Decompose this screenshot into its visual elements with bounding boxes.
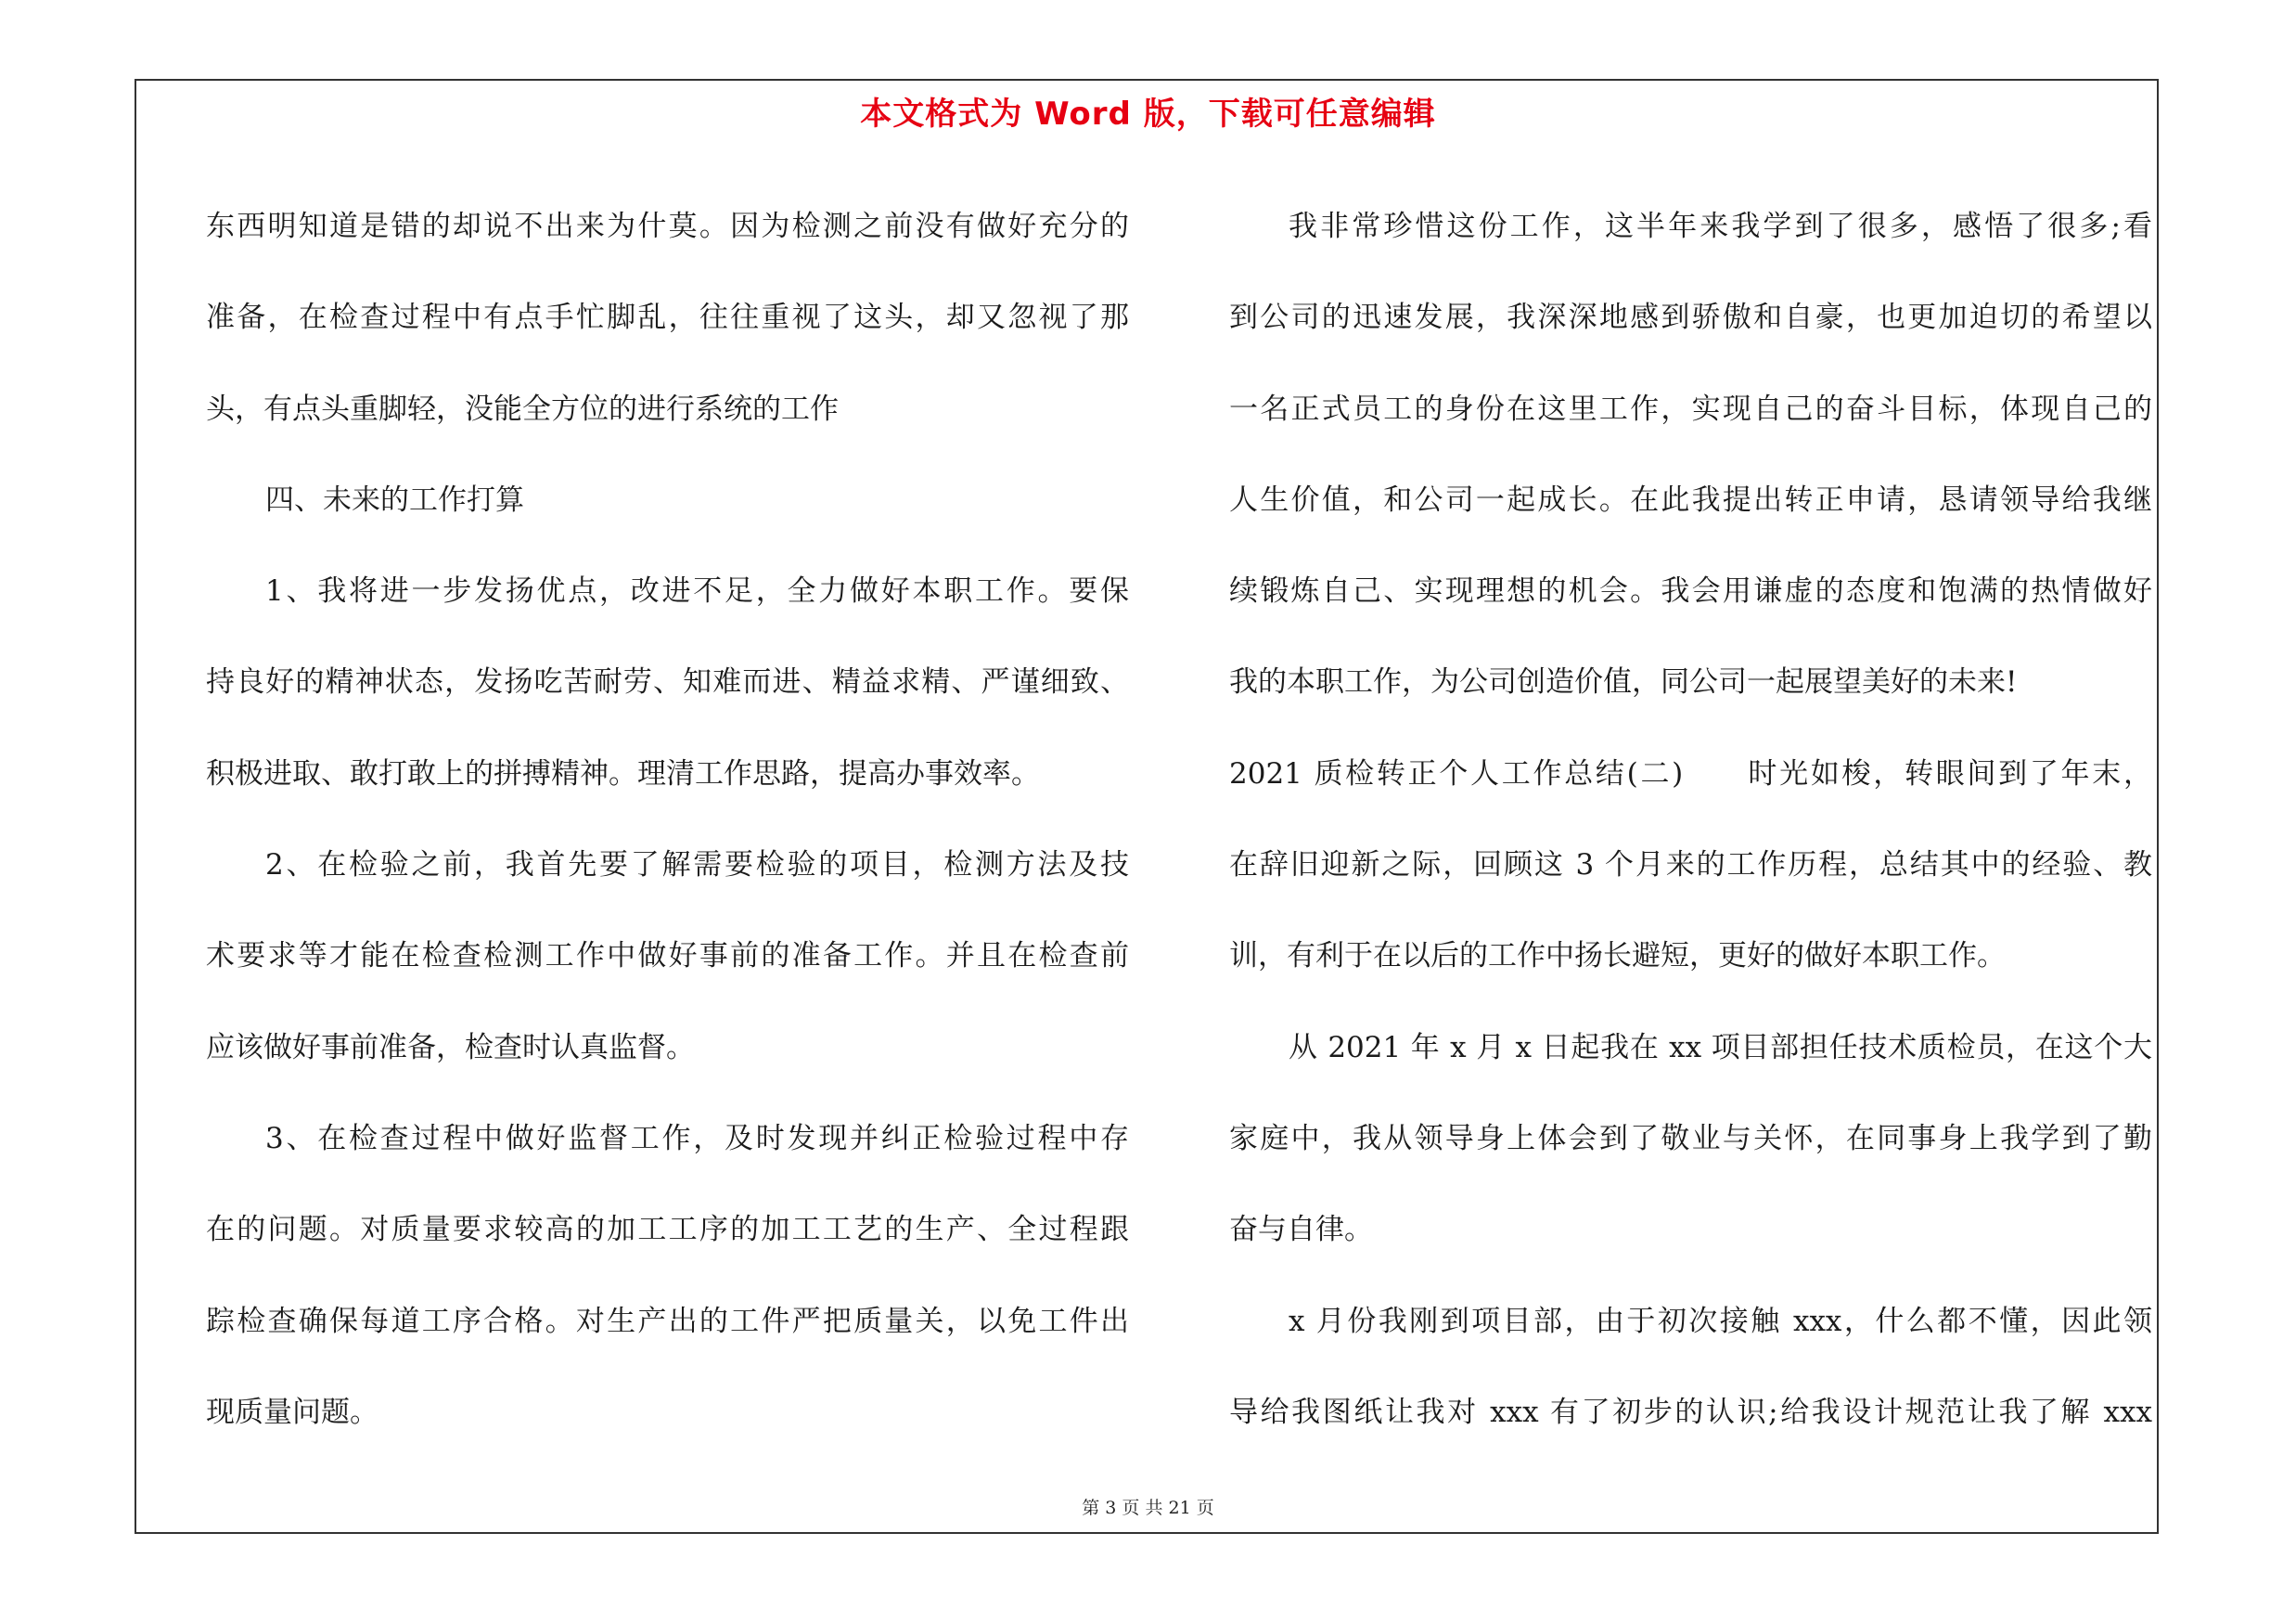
right-text-column [1229,181,2152,1458]
page-number-footer: 第 3 页 共 21 页 [1082,1498,1214,1518]
left-column-line: 东西明知道是错的却说不出来为什莫。因为检测之前没有做好充分的 [206,210,1129,243]
right-column-line: 在辞旧迎新之际，回顾这 3 个月来的工作历程，总结其中的经验、教 [1229,848,2152,882]
right-column-line: 奋与自律。 [1229,1213,1373,1247]
left-column-line: 术要求等才能在检查检测工作中做好事前的准备工作。并且在检查前 [206,939,1129,973]
left-column-line: 积极进取、敢打敢上的拼搏精神。理清工作思路，提高办事效率。 [206,756,1040,791]
left-text-column [206,181,1129,1458]
left-column-line: 3、在检查过程中做好监督工作，及时发现并纠正检验过程中存 [265,1121,1129,1155]
right-column-line: 从 2021 年 x 月 x 日起我在 xx 项目部担任技术质检员，在这个大 [1289,1030,2152,1064]
right-column-line: 我的本职工作，为公司创造价值，同公司一起展望美好的未来! [1229,665,2018,700]
right-column-line: 导给我图纸让我对 xxx 有了初步的认识;给我设计规范让我了解 xxx [1229,1395,2152,1429]
right-column-line: 家庭中，我从领导身上体会到了敬业与关怀，在同事身上我学到了勤 [1229,1121,2152,1155]
right-column-line: 到公司的迅速发展，我深深地感到骄傲和自豪，也更加迫切的希望以 [1229,301,2152,335]
right-column-line: 我非常珍惜这份工作，这半年来我学到了很多，感悟了很多;看 [1289,210,2152,243]
format-banner: 本文格式为 Word 版，下载可任意编辑 [860,96,1436,133]
right-column-line: 一名正式员工的身份在这里工作，实现自己的奋斗目标，体现自己的 [1229,392,2152,426]
left-column-line: 四、未来的工作打算 [265,483,524,517]
left-column-line: 持良好的精神状态，发扬吃苦耐劳、知难而进、精益求精、严谨细致、 [206,665,1129,700]
left-column-line: 应该做好事前准备，检查时认真监督。 [206,1030,695,1064]
left-column-line: 在的问题。对质量要求较高的加工工序的加工工艺的生产、全过程跟 [206,1213,1129,1247]
left-column-line: 1、我将进一步发扬优点，改进不足，全力做好本职工作。要保 [265,574,1129,609]
right-column-line: 2021 质检转正个人工作总结(二) 时光如梭，转眼间到了年末， [1229,756,2152,791]
left-column-line: 踪检查确保每道工序合格。对生产出的工件严把质量关，以免工件出 [206,1304,1129,1338]
right-column-line: 人生价值，和公司一起成长。在此我提出转正申请，恳请领导给我继 [1229,483,2152,517]
left-column-line: 头，有点头重脚轻，没能全方位的进行系统的工作 [206,392,839,426]
right-column-line: x 月份我刚到项目部，由于初次接触 xxx，什么都不懂，因此领 [1289,1304,2152,1338]
left-column-line: 2、在检验之前，我首先要了解需要检验的项目，检测方法及技 [265,848,1129,882]
right-column-line: 训，有利于在以后的工作中扬长避短，更好的做好本职工作。 [1229,939,2006,973]
left-column-line: 准备，在检查过程中有点手忙脚乱，往往重视了这头，却又忽视了那 [206,301,1129,335]
right-column-line: 续锻炼自己、实现理想的机会。我会用谦虚的态度和饱满的热情做好 [1229,574,2152,609]
left-column-line: 现质量问题。 [206,1395,378,1429]
